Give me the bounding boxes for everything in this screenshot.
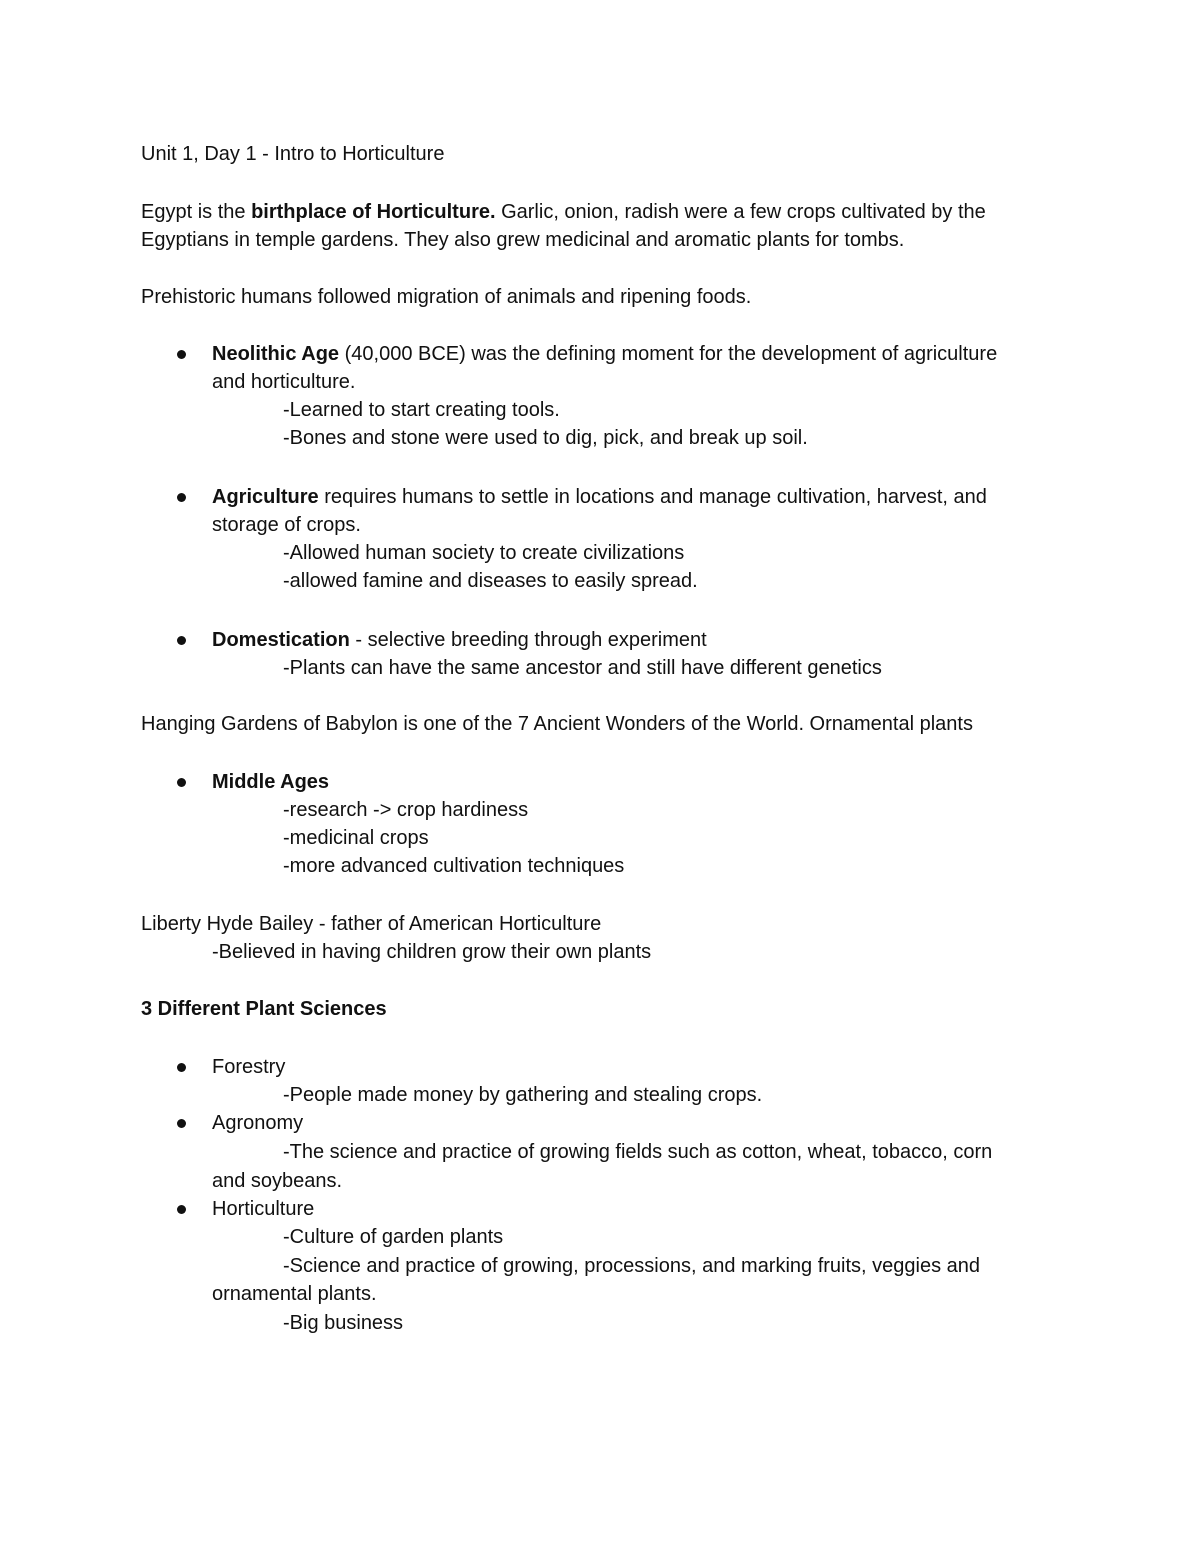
plant-sciences-heading: 3 Different Plant Sciences bbox=[141, 998, 387, 1020]
domestication-note: -Plants can have the same ancestor and still have different genetics bbox=[283, 657, 882, 679]
neolithic-item-continued: and horticulture. bbox=[212, 371, 356, 393]
egypt-paragraph-line-2: Egyptians in temple gardens. They also grew medicinal and aromatic plants for tombs. bbox=[141, 229, 905, 251]
neolithic-note: -Bones and stone were used to dig, pick, and break up soil. bbox=[283, 427, 808, 449]
bullet-icon bbox=[177, 493, 186, 502]
forestry-note: -People made money by gathering and stealing crops. bbox=[283, 1084, 763, 1106]
middle-ages-note: -more advanced cultivation techniques bbox=[283, 855, 625, 877]
middle-ages-note: -research -> crop hardiness bbox=[283, 799, 529, 821]
domestication-item: Domestication - selective breeding through experiment bbox=[212, 629, 707, 651]
agriculture-item-continued: storage of crops. bbox=[212, 514, 361, 536]
bailey-note: -Believed in having children grow their own plants bbox=[212, 941, 652, 963]
agriculture-note: -allowed famine and diseases to easily spread. bbox=[283, 570, 698, 592]
agronomy-note-continued: and soybeans. bbox=[212, 1170, 343, 1192]
horticulture-note: -Big business bbox=[283, 1312, 404, 1334]
bullet-icon bbox=[177, 778, 186, 787]
horticulture-note-continued: ornamental plants. bbox=[212, 1283, 377, 1305]
agronomy-item: Agronomy bbox=[212, 1112, 304, 1134]
horticulture-note: -Culture of garden plants bbox=[283, 1226, 504, 1248]
bullet-icon bbox=[177, 636, 186, 645]
page-title: Unit 1, Day 1 - Intro to Horticulture bbox=[141, 143, 445, 165]
agriculture-item: Agriculture requires humans to settle in locations and manage cultivation, harvest, and bbox=[212, 486, 987, 508]
bullet-icon bbox=[177, 350, 186, 359]
bullet-icon bbox=[177, 1063, 186, 1072]
middle-ages-item: Middle Ages bbox=[212, 771, 330, 793]
prehistoric-paragraph: Prehistoric humans followed migration of animals and ripening foods. bbox=[141, 286, 752, 308]
horticulture-item: Horticulture bbox=[212, 1198, 315, 1220]
bullet-icon bbox=[177, 1119, 186, 1128]
egypt-paragraph-line-1: Egypt is the birthplace of Horticulture. Garlic, onion, radish were a few crops cultivated by the bbox=[141, 201, 986, 223]
babylon-paragraph: Hanging Gardens of Babylon is one of the 7 Ancient Wonders of the World. Ornamental plants bbox=[141, 713, 973, 735]
horticulture-note: -Science and practice of growing, processions, and marking fruits, veggies and bbox=[283, 1255, 981, 1277]
middle-ages-note: -medicinal crops bbox=[283, 827, 429, 849]
neolithic-note: -Learned to start creating tools. bbox=[283, 399, 560, 421]
agronomy-note: -The science and practice of growing fields such as cotton, wheat, tobacco, corn bbox=[283, 1141, 993, 1163]
bullet-icon bbox=[177, 1205, 186, 1214]
bailey-paragraph: Liberty Hyde Bailey - father of American Horticulture bbox=[141, 913, 602, 935]
forestry-item: Forestry bbox=[212, 1056, 286, 1078]
agriculture-note: -Allowed human society to create civilizations bbox=[283, 542, 685, 564]
neolithic-item: Neolithic Age (40,000 BCE) was the defining moment for the development of agriculture bbox=[212, 343, 998, 365]
